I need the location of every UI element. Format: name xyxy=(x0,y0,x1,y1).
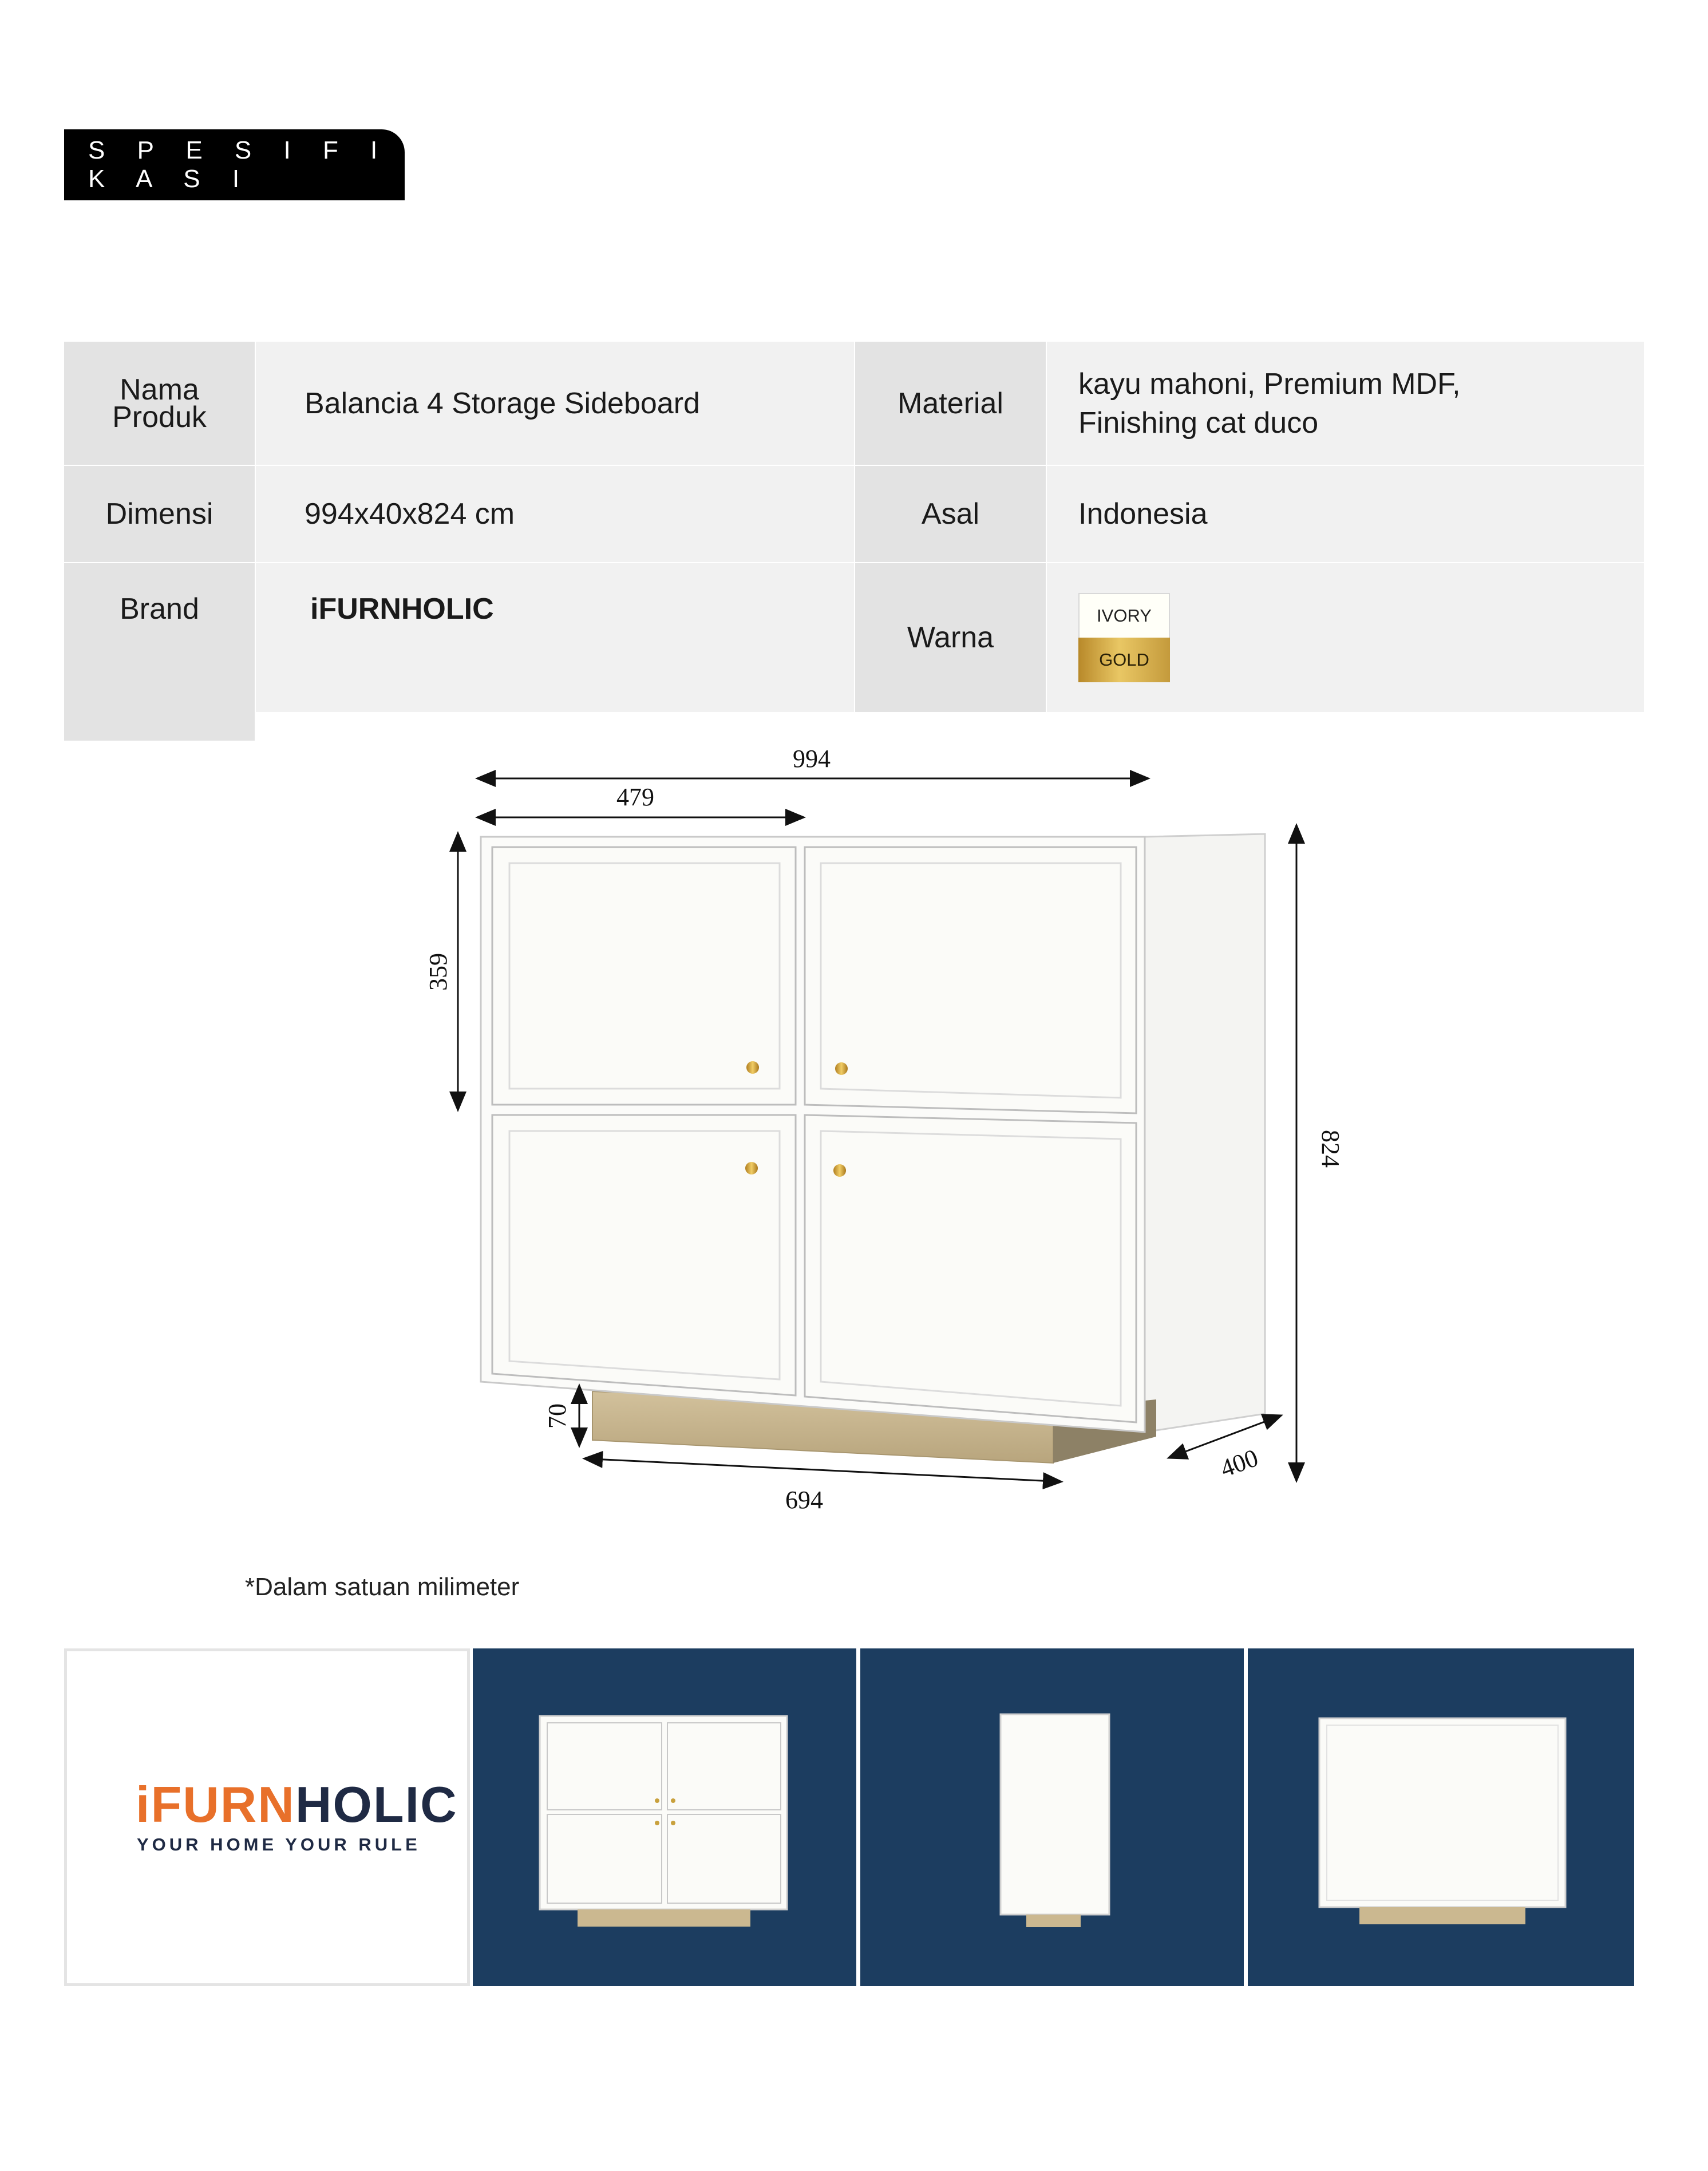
dim-depth: 400 xyxy=(1216,1444,1262,1483)
label-asal: Asal xyxy=(855,466,1046,562)
dim-total-height: 824 xyxy=(1316,1130,1345,1168)
view-side-panel xyxy=(860,1648,1244,1986)
dim-base-width: 694 xyxy=(785,1486,823,1514)
dim-base-height: 70 xyxy=(543,1403,571,1429)
swatch-ivory: IVORY xyxy=(1078,593,1170,638)
front-view-image xyxy=(473,1648,856,1986)
cabinet-side xyxy=(1145,834,1265,1432)
unit-note: *Dalam satuan milimeter xyxy=(245,1573,520,1601)
sideboard-illustration xyxy=(401,733,1374,1534)
label-material: Material xyxy=(855,342,1046,465)
section-title: S P E S I F I K A S I xyxy=(88,136,390,193)
section-title-tab xyxy=(64,129,405,200)
label-nama-produk: Nama Produk xyxy=(64,342,255,465)
brand-logo-box xyxy=(64,1648,470,1986)
dimension-drawing xyxy=(401,733,1374,1534)
door-top-right xyxy=(805,847,1136,1113)
label-warna: Warna xyxy=(855,563,1046,712)
door-bottom-right xyxy=(805,1115,1136,1422)
value-warna xyxy=(1047,563,1644,712)
dim-door-width: 479 xyxy=(616,783,654,811)
swatch-gold: GOLD xyxy=(1078,638,1170,682)
spec-table xyxy=(64,342,1644,712)
label-brand: Brand xyxy=(64,563,255,741)
door-bottom-left xyxy=(492,1115,796,1395)
view-front-panel xyxy=(473,1648,856,1986)
value-material: kayu mahoni, Premium MDF, Finishing cat duco xyxy=(1047,342,1644,465)
value-dimensi: 994x40x824 cm xyxy=(256,466,854,562)
brand-logo: iFURNHOLIC xyxy=(136,1776,458,1833)
dim-door-height: 359 xyxy=(424,953,452,991)
back-view-image xyxy=(1248,1648,1634,1986)
value-asal: Indonesia xyxy=(1047,466,1644,562)
knob-icon xyxy=(833,1164,846,1177)
knob-icon xyxy=(745,1162,758,1175)
value-brand: iFURNHOLIC xyxy=(256,563,854,712)
dim-total-width: 994 xyxy=(793,745,831,773)
label-dimensi: Dimensi xyxy=(64,466,255,562)
brand-tagline: YOUR HOME YOUR RULE xyxy=(137,1834,421,1854)
knob-icon xyxy=(746,1061,759,1074)
color-swatches xyxy=(1078,593,1170,682)
value-nama-produk: Balancia 4 Storage Sideboard xyxy=(256,342,854,465)
knob-icon xyxy=(835,1062,848,1075)
side-view-image xyxy=(860,1648,1244,1986)
view-back-panel xyxy=(1248,1648,1634,1986)
